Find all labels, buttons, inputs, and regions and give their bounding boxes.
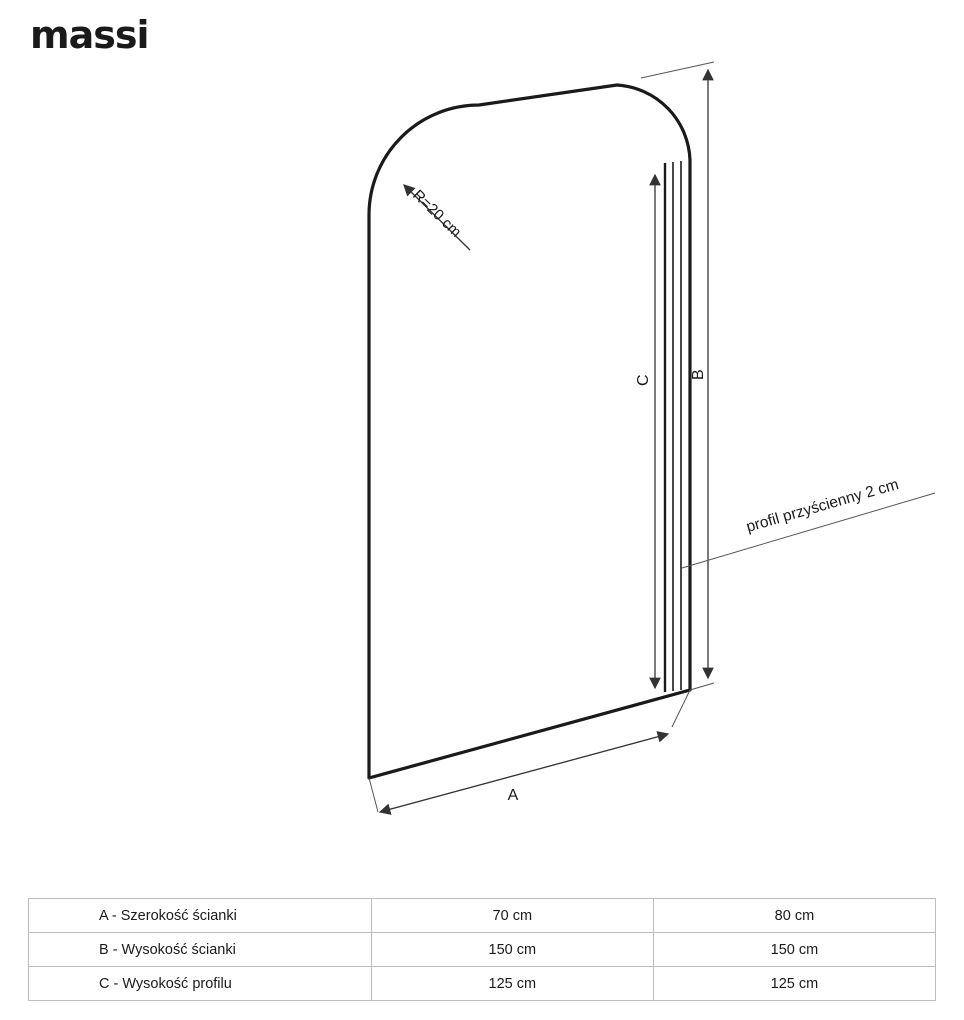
dimension-c-label: C bbox=[635, 374, 652, 386]
spec-value-variant-2: 150 cm bbox=[653, 933, 935, 967]
dimension-c bbox=[635, 175, 655, 688]
table-row bbox=[29, 899, 936, 933]
dimension-a bbox=[369, 690, 690, 812]
spec-label: B - Wysokość ścianki bbox=[29, 933, 372, 967]
radius-dimension bbox=[404, 185, 470, 250]
dimension-b-label: B bbox=[690, 369, 707, 380]
spec-value-variant-1: 125 cm bbox=[371, 967, 653, 1001]
spec-label: C - Wysokość profilu bbox=[29, 967, 372, 1001]
radius-label: R=20 cm bbox=[409, 186, 465, 241]
profile-callout bbox=[682, 476, 935, 568]
spec-label: A - Szerokość ścianki bbox=[29, 899, 372, 933]
brand-logo: massi bbox=[30, 13, 149, 57]
spec-value-variant-1: 70 cm bbox=[371, 899, 653, 933]
wall-profile bbox=[665, 161, 681, 692]
spec-value-variant-1: 150 cm bbox=[371, 933, 653, 967]
table-row bbox=[29, 967, 936, 1001]
spec-value-variant-2: 125 cm bbox=[653, 967, 935, 1001]
specification-table bbox=[28, 898, 936, 1001]
spec-value-variant-2: 80 cm bbox=[653, 899, 935, 933]
table-row bbox=[29, 933, 936, 967]
profile-label: profil przyścienny 2 cm bbox=[744, 476, 901, 536]
panel-outline bbox=[369, 85, 690, 778]
dimension-a-label: A bbox=[507, 787, 519, 804]
